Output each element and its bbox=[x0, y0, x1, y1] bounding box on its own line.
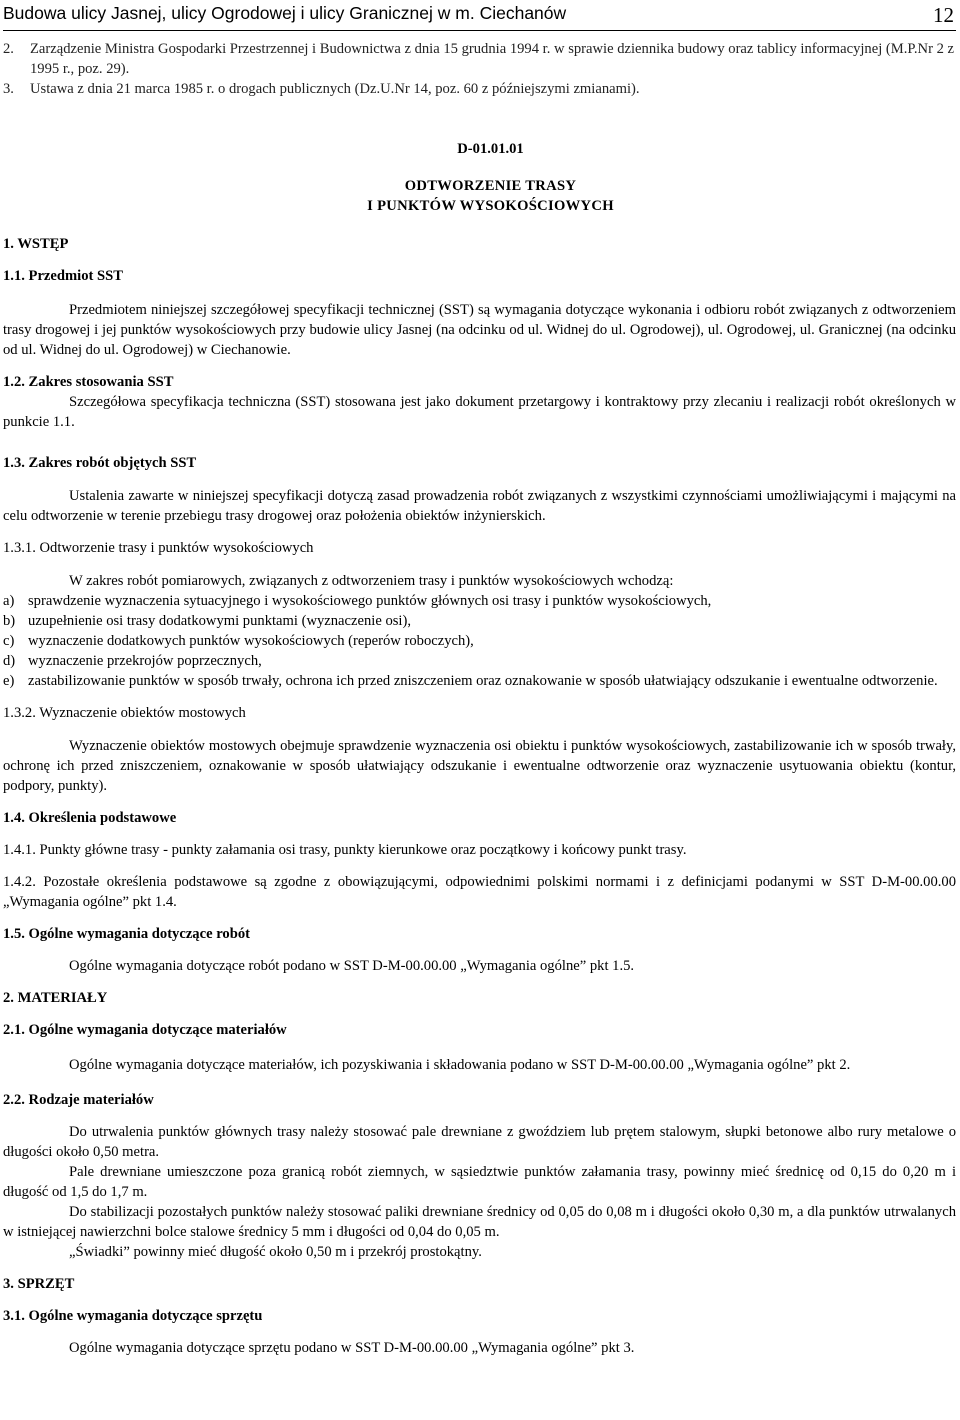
paragraph: Do stabilizacji pozostałych punktów należy stosować paliki drewniane średnicy od 0,05 do 0,08 m i długości około 0,30 m, a dla punktów utrwalanych w istniejącej nawierzchni bolce stalowe średnicy 5 mm i długości od 0,04 do 0,05 m. bbox=[3, 1204, 956, 1240]
subsection-heading: 2.2. Rodzaje materiałów bbox=[3, 1092, 154, 1108]
list-label: c) bbox=[3, 633, 15, 649]
reference-number: 3. bbox=[3, 81, 14, 97]
list-item bbox=[3, 611, 956, 631]
reference-text: Zarządzenie Ministra Gospodarki Przestrzennej i Budownictwa z dnia 15 grudnia 1994 r. w sprawie dziennika budowy oraz tablicy informacyjnej (M.P.Nr 2 z 1995 r., poz. 29). bbox=[30, 41, 955, 77]
subsection-heading: 1.2. Zakres stosowania SST bbox=[3, 374, 174, 390]
paragraph: Ogólne wymagania dotyczące robót podano w SST D-M-00.00.00 „Wymagania ogólne” pkt 1.5. bbox=[69, 958, 635, 974]
header-title: Budowa ulicy Jasnej, ulicy Ogrodowej i ulicy Granicznej w m. Ciechanów bbox=[3, 3, 567, 23]
section-heading: 2. MATERIAŁY bbox=[3, 990, 108, 1006]
list-label: e) bbox=[3, 673, 15, 689]
subsection-heading: 2.1. Ogólne wymagania dotyczące materiałów bbox=[3, 1022, 287, 1038]
subsection-heading: 1.3. Zakres robót objętych SST bbox=[3, 455, 197, 471]
list-text: uzupełnienie osi trasy dodatkowymi punktami (wyznaczenie osi), bbox=[28, 613, 411, 629]
reference-text: Ustawa z dnia 21 marca 1985 r. o drogach publicznych (Dz.U.Nr 14, poz. 60 z późniejszymi zmianami). bbox=[30, 81, 640, 97]
subsection-heading: 1.5. Ogólne wymagania dotyczące robót bbox=[3, 926, 250, 942]
reference-item bbox=[3, 79, 956, 99]
subsection-heading: 1.3.1. Odtworzenie trasy i punktów wysokościowych bbox=[3, 540, 314, 556]
list-item bbox=[3, 651, 956, 671]
document-code: D-01.01.01 bbox=[457, 141, 524, 157]
paragraph: Szczegółowa specyfikacja techniczna (SST) stosowana jest jako dokument przetargowy i kontraktowy przy zlecaniu i realizacji robót określonych w punkcie 1.1. bbox=[3, 394, 956, 430]
list-item bbox=[3, 591, 956, 611]
page-header bbox=[3, 0, 956, 31]
scope-list bbox=[3, 591, 956, 691]
document-title-line: I PUNKTÓW WYSOKOŚCIOWYCH bbox=[367, 198, 614, 214]
paragraph: Do utrwalenia punktów głównych trasy należy stosować pale drewniane z gwoździem lub prętem stalowym, słupki betonowe albo rury metalowe o długości około 0,50 metra. bbox=[3, 1124, 956, 1160]
section-heading: 1. WSTĘP bbox=[3, 236, 69, 252]
list-text: zastabilizowanie punktów w sposób trwały, ochrona ich przed zniszczeniem oraz oznakowanie w sposób ułatwiający odszukanie i ewentualne odtworzenie. bbox=[28, 673, 938, 689]
list-text: wyznaczenie dodatkowych punktów wysokościowych (reperów roboczych), bbox=[28, 633, 474, 649]
list-item bbox=[3, 631, 956, 651]
paragraph: 1.4.1. Punkty główne trasy - punkty załamania osi trasy, punkty kierunkowe oraz początkowy i końcowy punkt trasy. bbox=[3, 842, 687, 858]
section-heading: 3. SPRZĘT bbox=[3, 1276, 75, 1292]
paragraph: Ustalenia zawarte w niniejszej specyfikacji dotyczą zasad prowadzenia robót związanych z wszystkimi czynnościami umożliwiającymi i mającymi na celu odtworzenie w terenie przebiegu trasy drogowej oraz położenia obiektów inżynierskich. bbox=[3, 488, 956, 524]
list-label: d) bbox=[3, 653, 16, 669]
paragraph: „Świadki” powinny mieć długość około 0,50 m i przekrój prostokątny. bbox=[69, 1244, 482, 1260]
paragraph: Ogólne wymagania dotyczące sprzętu podano w SST D-M-00.00.00 „Wymagania ogólne” pkt 3. bbox=[69, 1340, 635, 1356]
paragraph: 1.4.2. Pozostałe określenia podstawowe są zgodne z obowiązującymi, odpowiednimi polskimi normami i z definicjami podanymi w SST D-M-00.00.00 „Wymagania ogólne” pkt 1.4. bbox=[3, 874, 956, 910]
subsection-heading: 1.1. Przedmiot SST bbox=[3, 268, 123, 284]
subsection-heading: 3.1. Ogólne wymagania dotyczące sprzętu bbox=[3, 1308, 263, 1324]
reference-item bbox=[3, 39, 956, 79]
paragraph: Pale drewniane umieszczone poza granicą robót ziemnych, w sąsiedztwie punktów załamania trasy, powinny mieć średnicę od 0,15 do 0,20 m i długość od 1,5 do 1,7 m. bbox=[3, 1164, 956, 1200]
list-item bbox=[3, 671, 956, 691]
paragraph: Wyznaczenie obiektów mostowych obejmuje sprawdzenie wyznaczenia osi obiektu i punktów wysokościowych, zastabilizowanie ich w sposób trwały, ochronę ich przed zniszczeniem, oznakowanie w sposób ułatwiający odszukanie i ewentualne odtworzenie oraz wyznaczenie usytuowania obiektu (kontur, podpory, punkty). bbox=[3, 738, 956, 794]
list-label: b) bbox=[3, 613, 16, 629]
paragraph: W zakres robót pomiarowych, związanych z odtworzeniem trasy i punktów wysokościowych wchodzą: bbox=[69, 573, 674, 589]
document-title bbox=[3, 176, 956, 216]
list-text: wyznaczenie przekrojów poprzecznych, bbox=[28, 653, 262, 669]
paragraph: Ogólne wymagania dotyczące materiałów, ich pozyskiwania i składowania podano w SST D-M-00.00.00 „Wymagania ogólne” pkt 2. bbox=[69, 1057, 851, 1073]
document-title-line: ODTWORZENIE TRASY bbox=[404, 178, 577, 194]
subsection-heading: 1.4. Określenia podstawowe bbox=[3, 810, 177, 826]
subsection-heading: 1.3.2. Wyznaczenie obiektów mostowych bbox=[3, 705, 246, 721]
references-list bbox=[3, 39, 956, 99]
reference-number: 2. bbox=[3, 41, 14, 57]
list-label: a) bbox=[3, 593, 15, 609]
list-text: sprawdzenie wyznaczenia sytuacyjnego i wysokościowego punktów głównych osi trasy i punktów wysokościowych, bbox=[28, 593, 712, 609]
page-number: 12 bbox=[933, 3, 954, 27]
paragraph: Przedmiotem niniejszej szczegółowej specyfikacji technicznej (SST) są wymagania dotyczące wykonania i odbioru robót związanych z odtworzeniem trasy drogowej i jej punktów wysokościowych przy budowie ulicy Jasnej (na odcinku od ul. Widnej do ul. Ogrodowej), ul. Ogrodowej, ul. Granicznej (na odcinku od ul. Widnej do ul. Ogrodowej) w Ciechanowie. bbox=[3, 302, 956, 358]
